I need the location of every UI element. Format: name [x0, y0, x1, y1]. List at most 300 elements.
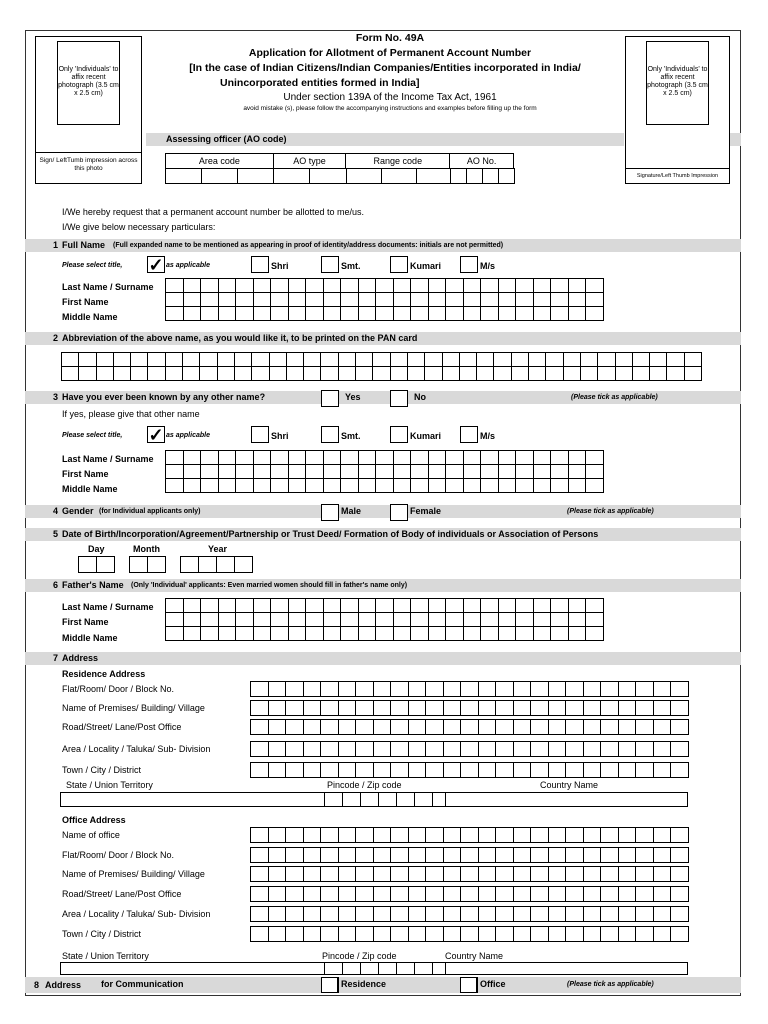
char-box[interactable]: [446, 613, 464, 627]
char-box[interactable]: [653, 682, 671, 697]
char-box[interactable]: [218, 627, 236, 641]
char-box[interactable]: [461, 848, 479, 863]
char-box[interactable]: [165, 353, 182, 367]
char-box[interactable]: [636, 848, 654, 863]
char-box[interactable]: [496, 720, 514, 735]
char-box[interactable]: [303, 682, 321, 697]
char-box[interactable]: [218, 599, 236, 613]
s3-title-checkbox-checked[interactable]: ✓: [148, 425, 164, 445]
char-box[interactable]: [271, 307, 289, 321]
char-box[interactable]: [218, 479, 236, 493]
char-box[interactable]: [358, 465, 376, 479]
char-box[interactable]: [303, 701, 321, 716]
char-box[interactable]: [671, 682, 689, 697]
char-box[interactable]: [408, 848, 426, 863]
char-box[interactable]: [461, 927, 479, 942]
char-box[interactable]: [304, 353, 321, 367]
char-box[interactable]: [478, 682, 496, 697]
char-box[interactable]: [586, 627, 604, 641]
char-box[interactable]: [358, 307, 376, 321]
char-box[interactable]: [113, 367, 130, 381]
char-box[interactable]: [566, 763, 584, 778]
char-box[interactable]: [618, 887, 636, 902]
char-box[interactable]: [531, 828, 549, 843]
s2-abbreviation-grid[interactable]: [61, 352, 702, 381]
char-box[interactable]: [481, 293, 499, 307]
char-box[interactable]: [236, 279, 254, 293]
char-box[interactable]: [286, 367, 303, 381]
char-box[interactable]: [566, 720, 584, 735]
char-box[interactable]: [529, 367, 546, 381]
char-box[interactable]: [131, 367, 148, 381]
char-box[interactable]: [636, 907, 654, 922]
char-box[interactable]: [321, 763, 339, 778]
char-box[interactable]: [496, 701, 514, 716]
char-box[interactable]: [459, 367, 476, 381]
char-box[interactable]: [341, 307, 359, 321]
char-box[interactable]: [393, 279, 411, 293]
char-box[interactable]: [166, 451, 184, 465]
char-box[interactable]: [667, 367, 684, 381]
s1-smt-checkbox[interactable]: [321, 256, 339, 273]
char-box[interactable]: [568, 613, 586, 627]
char-box[interactable]: [217, 367, 234, 381]
char-box[interactable]: [286, 927, 304, 942]
char-box[interactable]: [478, 927, 496, 942]
char-box[interactable]: [79, 367, 96, 381]
char-box[interactable]: [533, 307, 551, 321]
char-box[interactable]: [323, 599, 341, 613]
char-box[interactable]: [323, 479, 341, 493]
char-box[interactable]: [531, 682, 549, 697]
s7-off-flat-grid[interactable]: [250, 847, 689, 863]
char-box[interactable]: [498, 613, 516, 627]
char-box[interactable]: [583, 682, 601, 697]
char-box[interactable]: [446, 279, 464, 293]
s7-res-town-grid[interactable]: [250, 762, 689, 778]
char-box[interactable]: [566, 701, 584, 716]
char-box[interactable]: [338, 353, 355, 367]
char-box[interactable]: [426, 742, 444, 757]
s1-ms-checkbox[interactable]: [460, 256, 478, 273]
s3-shri-checkbox[interactable]: [251, 426, 269, 443]
char-box[interactable]: [338, 828, 356, 843]
char-box[interactable]: [271, 599, 289, 613]
s7-res-road-grid[interactable]: [250, 719, 689, 735]
s7-res-area-grid[interactable]: [250, 741, 689, 757]
char-box[interactable]: [321, 682, 339, 697]
char-box[interactable]: [671, 742, 689, 757]
char-box[interactable]: [496, 742, 514, 757]
char-box[interactable]: [286, 907, 304, 922]
char-box[interactable]: [356, 742, 374, 757]
char-box[interactable]: [286, 828, 304, 843]
char-box[interactable]: [632, 353, 649, 367]
char-box[interactable]: [236, 307, 254, 321]
char-box[interactable]: [323, 293, 341, 307]
char-box[interactable]: [356, 682, 374, 697]
char-box[interactable]: [183, 451, 201, 465]
char-box[interactable]: [62, 353, 79, 367]
char-box[interactable]: [217, 353, 234, 367]
char-box[interactable]: [513, 828, 531, 843]
char-box[interactable]: [306, 307, 324, 321]
char-box[interactable]: [478, 867, 496, 882]
char-box[interactable]: [131, 353, 148, 367]
char-box[interactable]: [618, 927, 636, 942]
char-box[interactable]: [650, 353, 667, 367]
char-box[interactable]: [356, 720, 374, 735]
char-box[interactable]: [286, 742, 304, 757]
char-box[interactable]: [408, 867, 426, 882]
char-box[interactable]: [306, 627, 324, 641]
ao-code-boxes[interactable]: [165, 168, 515, 184]
char-box[interactable]: [304, 367, 321, 381]
char-box[interactable]: [426, 848, 444, 863]
char-box[interactable]: [513, 867, 531, 882]
char-box[interactable]: [218, 465, 236, 479]
char-box[interactable]: [461, 828, 479, 843]
char-box[interactable]: [183, 627, 201, 641]
char-box[interactable]: [268, 828, 286, 843]
char-box[interactable]: [463, 451, 481, 465]
char-box[interactable]: [516, 627, 534, 641]
char-box[interactable]: [583, 887, 601, 902]
char-box[interactable]: [306, 279, 324, 293]
char-box[interactable]: [358, 279, 376, 293]
char-box[interactable]: [321, 720, 339, 735]
char-box[interactable]: [338, 907, 356, 922]
char-box[interactable]: [341, 599, 359, 613]
char-box[interactable]: [411, 627, 429, 641]
char-box[interactable]: [618, 848, 636, 863]
char-box[interactable]: [496, 828, 514, 843]
char-box[interactable]: [288, 307, 306, 321]
char-box[interactable]: [390, 353, 407, 367]
char-box[interactable]: [251, 927, 269, 942]
char-box[interactable]: [269, 353, 286, 367]
char-box[interactable]: [481, 613, 499, 627]
char-box[interactable]: [618, 701, 636, 716]
char-box[interactable]: [321, 927, 339, 942]
char-box[interactable]: [253, 465, 271, 479]
char-box[interactable]: [218, 613, 236, 627]
char-box[interactable]: [516, 465, 534, 479]
char-box[interactable]: [583, 701, 601, 716]
char-box[interactable]: [356, 848, 374, 863]
char-box[interactable]: [533, 479, 551, 493]
char-box[interactable]: [443, 887, 461, 902]
char-box[interactable]: [496, 887, 514, 902]
char-box[interactable]: [498, 279, 516, 293]
char-box[interactable]: [425, 353, 442, 367]
char-box[interactable]: [586, 479, 604, 493]
char-box[interactable]: [601, 720, 619, 735]
char-box[interactable]: [531, 848, 549, 863]
char-box[interactable]: [288, 479, 306, 493]
char-box[interactable]: [566, 682, 584, 697]
char-box[interactable]: [601, 848, 619, 863]
char-box[interactable]: [443, 720, 461, 735]
char-box[interactable]: [303, 887, 321, 902]
char-box[interactable]: [511, 367, 528, 381]
char-box[interactable]: [463, 479, 481, 493]
char-box[interactable]: [271, 613, 289, 627]
char-box[interactable]: [653, 763, 671, 778]
char-box[interactable]: [218, 293, 236, 307]
s1-shri-checkbox[interactable]: [251, 256, 269, 273]
char-box[interactable]: [568, 279, 586, 293]
char-box[interactable]: [481, 627, 499, 641]
char-box[interactable]: [671, 867, 689, 882]
char-box[interactable]: [288, 627, 306, 641]
char-box[interactable]: [443, 867, 461, 882]
char-box[interactable]: [601, 927, 619, 942]
char-box[interactable]: [201, 451, 219, 465]
char-box[interactable]: [446, 465, 464, 479]
char-box[interactable]: [408, 907, 426, 922]
char-box[interactable]: [391, 828, 409, 843]
char-box[interactable]: [286, 848, 304, 863]
char-box[interactable]: [338, 367, 355, 381]
char-box[interactable]: [338, 927, 356, 942]
char-box[interactable]: [531, 720, 549, 735]
char-box[interactable]: [236, 599, 254, 613]
char-box[interactable]: [268, 927, 286, 942]
char-box[interactable]: [341, 451, 359, 465]
char-box[interactable]: [201, 293, 219, 307]
char-box[interactable]: [446, 307, 464, 321]
char-box[interactable]: [496, 682, 514, 697]
char-box[interactable]: [321, 887, 339, 902]
char-box[interactable]: [533, 279, 551, 293]
char-box[interactable]: [551, 479, 569, 493]
char-box[interactable]: [653, 828, 671, 843]
char-box[interactable]: [443, 848, 461, 863]
char-box[interactable]: [563, 367, 580, 381]
char-box[interactable]: [498, 465, 516, 479]
char-box[interactable]: [323, 613, 341, 627]
char-box[interactable]: [684, 353, 701, 367]
char-box[interactable]: [166, 293, 184, 307]
char-box[interactable]: [551, 279, 569, 293]
char-box[interactable]: [376, 613, 394, 627]
char-box[interactable]: [598, 367, 615, 381]
char-box[interactable]: [321, 848, 339, 863]
char-box[interactable]: [183, 367, 200, 381]
char-box[interactable]: [411, 465, 429, 479]
char-box[interactable]: [408, 682, 426, 697]
char-box[interactable]: [166, 613, 184, 627]
char-box[interactable]: [618, 867, 636, 882]
char-box[interactable]: [79, 353, 96, 367]
char-box[interactable]: [498, 627, 516, 641]
char-box[interactable]: [583, 867, 601, 882]
char-box[interactable]: [338, 720, 356, 735]
char-box[interactable]: [234, 353, 251, 367]
char-box[interactable]: [218, 279, 236, 293]
char-box[interactable]: [358, 627, 376, 641]
char-box[interactable]: [463, 627, 481, 641]
char-box[interactable]: [373, 763, 391, 778]
char-box[interactable]: [323, 307, 341, 321]
char-box[interactable]: [601, 828, 619, 843]
char-box[interactable]: [411, 479, 429, 493]
s1-kumari-checkbox[interactable]: [390, 256, 408, 273]
char-box[interactable]: [513, 701, 531, 716]
char-box[interactable]: [533, 613, 551, 627]
char-box[interactable]: [236, 479, 254, 493]
char-box[interactable]: [201, 627, 219, 641]
char-box[interactable]: [598, 353, 615, 367]
char-box[interactable]: [376, 451, 394, 465]
char-box[interactable]: [551, 599, 569, 613]
char-box[interactable]: [373, 742, 391, 757]
char-box[interactable]: [548, 763, 566, 778]
char-box[interactable]: [566, 742, 584, 757]
char-box[interactable]: [478, 887, 496, 902]
char-box[interactable]: [183, 353, 200, 367]
char-box[interactable]: [568, 451, 586, 465]
char-box[interactable]: [498, 599, 516, 613]
char-box[interactable]: [166, 279, 184, 293]
char-box[interactable]: [442, 367, 459, 381]
char-box[interactable]: [253, 293, 271, 307]
char-box[interactable]: [478, 828, 496, 843]
char-box[interactable]: [411, 307, 429, 321]
char-box[interactable]: [513, 887, 531, 902]
char-box[interactable]: [442, 353, 459, 367]
char-box[interactable]: [529, 353, 546, 367]
char-box[interactable]: [446, 599, 464, 613]
char-box[interactable]: [653, 907, 671, 922]
char-box[interactable]: [478, 907, 496, 922]
char-box[interactable]: [251, 887, 269, 902]
char-box[interactable]: [461, 701, 479, 716]
char-box[interactable]: [183, 613, 201, 627]
char-box[interactable]: [253, 479, 271, 493]
char-box[interactable]: [268, 907, 286, 922]
char-box[interactable]: [271, 479, 289, 493]
char-box[interactable]: [478, 720, 496, 735]
char-box[interactable]: [201, 599, 219, 613]
char-box[interactable]: [586, 613, 604, 627]
char-box[interactable]: [268, 682, 286, 697]
char-box[interactable]: [548, 828, 566, 843]
char-box[interactable]: [618, 828, 636, 843]
char-box[interactable]: [461, 867, 479, 882]
char-box[interactable]: [477, 353, 494, 367]
char-box[interactable]: [531, 742, 549, 757]
char-box[interactable]: [201, 613, 219, 627]
char-box[interactable]: [251, 828, 269, 843]
char-box[interactable]: [496, 763, 514, 778]
char-box[interactable]: [408, 720, 426, 735]
char-box[interactable]: [253, 307, 271, 321]
char-box[interactable]: [288, 293, 306, 307]
char-box[interactable]: [303, 828, 321, 843]
char-box[interactable]: [183, 293, 201, 307]
char-box[interactable]: [321, 867, 339, 882]
char-box[interactable]: [391, 742, 409, 757]
char-box[interactable]: [496, 848, 514, 863]
char-box[interactable]: [618, 682, 636, 697]
char-box[interactable]: [268, 848, 286, 863]
char-box[interactable]: [271, 293, 289, 307]
char-box[interactable]: [443, 828, 461, 843]
char-box[interactable]: [393, 627, 411, 641]
char-box[interactable]: [411, 451, 429, 465]
char-box[interactable]: [443, 701, 461, 716]
s7-off-area-grid[interactable]: [250, 906, 689, 922]
char-box[interactable]: [271, 465, 289, 479]
char-box[interactable]: [393, 465, 411, 479]
char-box[interactable]: [426, 720, 444, 735]
s4-female-checkbox[interactable]: [390, 504, 408, 521]
char-box[interactable]: [531, 763, 549, 778]
char-box[interactable]: [286, 353, 303, 367]
char-box[interactable]: [391, 927, 409, 942]
char-box[interactable]: [496, 867, 514, 882]
char-box[interactable]: [303, 763, 321, 778]
char-box[interactable]: [653, 887, 671, 902]
char-box[interactable]: [580, 367, 597, 381]
char-box[interactable]: [358, 451, 376, 465]
char-box[interactable]: [551, 451, 569, 465]
char-box[interactable]: [200, 367, 217, 381]
char-box[interactable]: [516, 293, 534, 307]
char-box[interactable]: [268, 763, 286, 778]
s3-smt-checkbox[interactable]: [321, 426, 339, 443]
char-box[interactable]: [636, 927, 654, 942]
char-box[interactable]: [548, 848, 566, 863]
char-box[interactable]: [306, 451, 324, 465]
char-box[interactable]: [183, 307, 201, 321]
char-box[interactable]: [411, 613, 429, 627]
char-box[interactable]: [166, 627, 184, 641]
char-box[interactable]: [428, 279, 446, 293]
char-box[interactable]: [201, 279, 219, 293]
char-box[interactable]: [408, 742, 426, 757]
char-box[interactable]: [271, 279, 289, 293]
char-box[interactable]: [356, 907, 374, 922]
char-box[interactable]: [373, 353, 390, 367]
char-box[interactable]: [443, 927, 461, 942]
char-box[interactable]: [583, 848, 601, 863]
char-box[interactable]: [548, 927, 566, 942]
char-box[interactable]: [286, 701, 304, 716]
char-box[interactable]: [376, 307, 394, 321]
char-box[interactable]: [271, 451, 289, 465]
char-box[interactable]: [251, 848, 269, 863]
char-box[interactable]: [636, 742, 654, 757]
char-box[interactable]: [323, 465, 341, 479]
char-box[interactable]: [165, 367, 182, 381]
char-box[interactable]: [306, 293, 324, 307]
char-box[interactable]: [684, 367, 701, 381]
char-box[interactable]: [551, 307, 569, 321]
char-box[interactable]: [463, 613, 481, 627]
char-box[interactable]: [303, 848, 321, 863]
char-box[interactable]: [461, 907, 479, 922]
char-box[interactable]: [601, 701, 619, 716]
char-box[interactable]: [618, 907, 636, 922]
char-box[interactable]: [461, 763, 479, 778]
char-box[interactable]: [548, 907, 566, 922]
char-box[interactable]: [583, 828, 601, 843]
s5-month-boxes[interactable]: [129, 556, 166, 573]
char-box[interactable]: [516, 307, 534, 321]
